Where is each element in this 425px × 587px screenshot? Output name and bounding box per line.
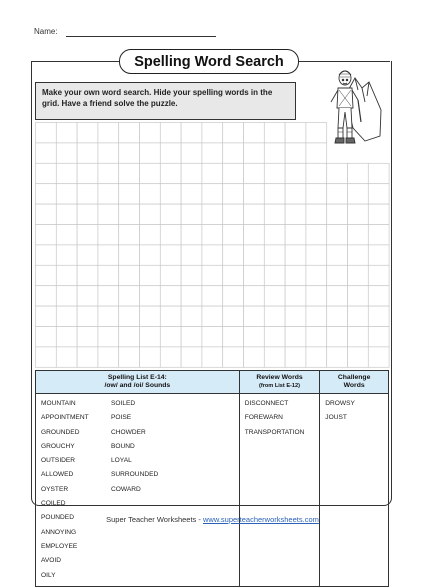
grid-cell[interactable] [285,225,306,245]
grid-cell[interactable] [77,265,98,285]
grid-cell[interactable] [327,286,348,306]
grid-cell[interactable] [140,265,161,285]
word-item: COILED [41,500,66,508]
grid-cell[interactable] [98,123,119,143]
grid-cell[interactable] [119,306,140,326]
grid-cell[interactable] [202,204,223,224]
grid-cell[interactable] [327,327,348,347]
grid-cell[interactable] [77,306,98,326]
grid-cell[interactable] [285,143,306,163]
grid-cell[interactable] [36,123,57,143]
grid-cell[interactable] [202,184,223,204]
grid-cell[interactable] [160,184,181,204]
grid-cell[interactable] [202,265,223,285]
grid-cell[interactable] [223,306,244,326]
grid-cell[interactable] [181,184,202,204]
grid-cell[interactable] [368,204,389,224]
grid-cell[interactable] [285,123,306,143]
grid-cell[interactable] [77,347,98,367]
grid-cell[interactable] [348,286,369,306]
grid-cell[interactable] [327,306,348,326]
grid-cell[interactable] [306,143,327,163]
grid-cell[interactable] [348,265,369,285]
review-words-title: Review Words [256,374,303,381]
grid-cell[interactable] [160,143,181,163]
grid-cell[interactable] [306,123,327,143]
grid-cell[interactable] [56,265,77,285]
grid-cell[interactable] [36,204,57,224]
page-title: Spelling Word Search [119,49,299,74]
grid-cell[interactable] [223,204,244,224]
grid-cell[interactable] [348,327,369,347]
grid-cell[interactable] [77,163,98,183]
grid-cell[interactable] [140,327,161,347]
grid-cell[interactable] [160,123,181,143]
grid-cell[interactable] [140,204,161,224]
grid-cell[interactable] [306,204,327,224]
grid-cell[interactable] [306,327,327,347]
grid-cell[interactable] [98,306,119,326]
grid-cell[interactable] [223,163,244,183]
grid-cell[interactable] [264,225,285,245]
word-item: ANNOYING [41,528,77,536]
grid-cell[interactable] [327,347,348,367]
word-item: TRANSPORTATION [244,428,305,436]
grid-cell[interactable] [223,245,244,265]
grid-cell[interactable] [140,347,161,367]
grid-cell[interactable] [119,123,140,143]
grid-cell[interactable] [119,327,140,347]
grid-cell[interactable] [140,245,161,265]
grid-cell[interactable] [140,163,161,183]
grid-cell[interactable] [368,265,389,285]
grid-cell[interactable] [56,245,77,265]
grid-cell[interactable] [306,163,327,183]
grid-cell[interactable] [327,204,348,224]
footer-url-link[interactable]: www.superteacherworksheets.com [202,515,319,524]
word-item: SOILED [111,400,136,407]
grid-cell[interactable] [77,123,98,143]
grid-cell[interactable] [264,347,285,367]
grid-cell[interactable] [181,306,202,326]
review-words-header [239,371,320,394]
word-item: CHOWDER [111,428,146,436]
grid-cell[interactable] [160,265,181,285]
grid-cell[interactable] [223,184,244,204]
grid-cell[interactable] [140,143,161,163]
grid-cell[interactable] [327,265,348,285]
review-words-subtitle: (from List E-12) [258,383,300,389]
grid-cell[interactable] [36,327,57,347]
word-item: GROUNDED [41,428,80,436]
grid-cell[interactable] [244,184,265,204]
grid-cell[interactable] [160,286,181,306]
grid-cell[interactable] [244,286,265,306]
grid-cell[interactable] [244,245,265,265]
grid-cell[interactable] [77,204,98,224]
grid-cell[interactable] [119,265,140,285]
spelling-words-column [41,497,107,583]
grid-cell[interactable] [36,184,57,204]
grid-cell[interactable] [98,163,119,183]
grid-cell[interactable] [36,143,57,163]
word-item: POUNDED [41,514,74,522]
grid-cell[interactable] [98,143,119,163]
word-item: MOUNTAIN [41,400,76,407]
word-item: OILY [41,571,56,579]
grid-cell[interactable] [306,306,327,326]
grid-cell[interactable] [244,265,265,285]
grid-cell[interactable] [306,265,327,285]
challenge-words-header [320,371,389,394]
grid-cell[interactable] [285,245,306,265]
grid-cell[interactable] [285,347,306,367]
grid-cell[interactable] [160,204,181,224]
grid-cell[interactable] [306,245,327,265]
name-label: Name: [34,27,58,36]
grid-cell[interactable] [160,327,181,347]
grid-cell[interactable] [77,225,98,245]
grid-cell[interactable] [368,184,389,204]
grid-cell[interactable] [348,245,369,265]
word-item: ALLOWED [41,471,74,479]
grid-cell[interactable] [160,245,181,265]
grid-cell[interactable] [202,163,223,183]
grid-cell[interactable] [368,245,389,265]
word-item: SURROUNDED [111,471,159,479]
grid-cell[interactable] [56,163,77,183]
grid-cell[interactable] [56,286,77,306]
grid-cell[interactable] [56,347,77,367]
grid-cell[interactable] [348,347,369,367]
grid-cell[interactable] [264,184,285,204]
grid-cell[interactable] [202,245,223,265]
footer-separator: - [196,515,203,524]
grid-cell[interactable] [244,123,265,143]
grid-cell[interactable] [244,347,265,367]
grid-cell[interactable] [306,184,327,204]
grid-cell[interactable] [119,163,140,183]
grid-cell[interactable] [98,347,119,367]
hiker-mascot-illustration [325,66,383,167]
grid-cell[interactable] [36,286,57,306]
spelling-words-column [111,397,179,497]
grid-cell[interactable] [77,286,98,306]
grid-cell[interactable] [244,143,265,163]
grid-cell[interactable] [98,225,119,245]
grid-cell[interactable] [181,143,202,163]
grid-cell[interactable] [368,327,389,347]
grid-cell[interactable] [119,245,140,265]
grid-cell[interactable] [348,184,369,204]
grid-cell[interactable] [181,327,202,347]
spelling-list-title: Spelling List E-14: [107,374,167,381]
grid-cell[interactable] [202,347,223,367]
grid-cell[interactable] [181,204,202,224]
grid-cell[interactable] [368,306,389,326]
grid-cell[interactable] [264,327,285,347]
grid-cell[interactable] [181,245,202,265]
grid-cell[interactable] [181,225,202,245]
grid-cell[interactable] [264,286,285,306]
grid-cell[interactable] [223,143,244,163]
grid-cell[interactable] [327,245,348,265]
grid-cell[interactable] [264,123,285,143]
challenge-words-cell [320,394,389,587]
spelling-words-cell [36,394,240,587]
footer [0,515,425,524]
grid-cell[interactable] [56,123,77,143]
grid-cell[interactable] [98,265,119,285]
grid-cell[interactable] [160,225,181,245]
grid-cell[interactable] [98,184,119,204]
grid-cell[interactable] [223,347,244,367]
word-item: COWARD [111,485,141,493]
grid-cell[interactable] [223,123,244,143]
grid-cell[interactable] [244,225,265,245]
grid-cell[interactable] [264,306,285,326]
grid-cell[interactable] [160,306,181,326]
spelling-words-column [41,397,111,497]
grid-cell[interactable] [181,347,202,367]
grid-cell[interactable] [223,225,244,245]
grid-cell[interactable] [368,286,389,306]
grid-cell[interactable] [160,163,181,183]
grid-cell[interactable] [244,327,265,347]
grid-cell[interactable] [140,184,161,204]
grid-cell[interactable] [306,347,327,367]
grid-cell[interactable] [223,286,244,306]
grid-cell[interactable] [348,306,369,326]
grid-cell[interactable] [244,163,265,183]
grid-cell[interactable] [140,123,161,143]
grid-cell[interactable] [56,143,77,163]
word-list-table [35,370,389,587]
grid-cell[interactable] [368,225,389,245]
grid-cell[interactable] [202,327,223,347]
grid-cell[interactable] [119,347,140,367]
grid-cell[interactable] [160,347,181,367]
grid-cell[interactable] [368,347,389,367]
grid-cell[interactable] [264,163,285,183]
spelling-list-subtitle: /ow/ and /oi/ Sounds [104,382,171,389]
grid-cell[interactable] [327,225,348,245]
grid-cell[interactable] [223,327,244,347]
grid-cell[interactable] [181,265,202,285]
footer-site-name: Super Teacher Worksheets [106,515,197,524]
grid-cell[interactable] [306,225,327,245]
grid-cell[interactable] [98,204,119,224]
grid-cell[interactable] [56,204,77,224]
grid-cell[interactable] [285,306,306,326]
grid-cell[interactable] [264,204,285,224]
grid-cell[interactable] [181,163,202,183]
grid-cell[interactable] [56,225,77,245]
word-item: POISE [111,414,132,422]
challenge-words-column [325,397,355,426]
grid-cell[interactable] [244,306,265,326]
grid-cell[interactable] [181,123,202,143]
grid-cell[interactable] [36,306,57,326]
challenge-words-title: Challenge Words [337,374,371,389]
word-item: APPOINTMENT [41,414,89,422]
grid-cell[interactable] [77,184,98,204]
grid-cell[interactable] [77,245,98,265]
word-item: DISCONNECT [244,400,289,407]
word-item: EMPLOYEE [41,542,78,550]
review-words-column [245,397,305,440]
grid-cell[interactable] [36,347,57,367]
grid-cell[interactable] [140,306,161,326]
grid-cell[interactable] [202,225,223,245]
grid-cell[interactable] [285,327,306,347]
grid-cell[interactable] [36,265,57,285]
grid-cell[interactable] [119,204,140,224]
grid-cell[interactable] [36,245,57,265]
grid-cell[interactable] [56,184,77,204]
grid-cell[interactable] [119,225,140,245]
grid-cell[interactable] [56,306,77,326]
grid-cell[interactable] [348,225,369,245]
grid-cell[interactable] [77,327,98,347]
review-words-cell [239,394,320,587]
grid-cell[interactable] [285,204,306,224]
grid-cell[interactable] [306,286,327,306]
word-item: FOREWARN [244,414,283,422]
grid-cell[interactable] [140,225,161,245]
grid-cell[interactable] [119,184,140,204]
word-item: OYSTER [41,485,69,493]
grid-cell[interactable] [56,327,77,347]
grid-cell[interactable] [202,306,223,326]
grid-cell[interactable] [98,245,119,265]
grid-cell[interactable] [36,225,57,245]
grid-cell[interactable] [285,265,306,285]
grid-cell[interactable] [264,143,285,163]
grid-cell[interactable] [348,204,369,224]
word-item: DROWSY [325,400,355,407]
grid-cell[interactable] [202,286,223,306]
grid-cell[interactable] [264,245,285,265]
grid-cell[interactable] [327,184,348,204]
word-item: GROUCHY [41,442,75,450]
grid-cell[interactable] [285,184,306,204]
spelling-list-header [36,371,240,394]
grid-cell[interactable] [140,286,161,306]
grid-cell[interactable] [285,163,306,183]
grid-cell[interactable] [244,204,265,224]
word-item: LOYAL [111,457,132,465]
word-item: OUTSIDER [41,457,76,465]
grid-cell[interactable] [202,123,223,143]
instructions-box: Make your own word search. Hide your spelling words in the grid. Have a friend solve the puzzle. [35,82,296,120]
grid-cell[interactable] [98,286,119,306]
grid-cell[interactable] [264,265,285,285]
name-line[interactable] [66,36,216,37]
grid-cell[interactable] [119,286,140,306]
grid-cell[interactable] [285,286,306,306]
grid-cell[interactable] [36,163,57,183]
word-item: JOUST [325,414,347,422]
word-item: BOUND [111,442,135,450]
grid-cell[interactable] [181,286,202,306]
grid-cell[interactable] [119,143,140,163]
grid-cell[interactable] [77,143,98,163]
grid-cell[interactable] [223,265,244,285]
grid-cell[interactable] [202,143,223,163]
grid-cell[interactable] [98,327,119,347]
word-item: AVOID [41,557,62,565]
